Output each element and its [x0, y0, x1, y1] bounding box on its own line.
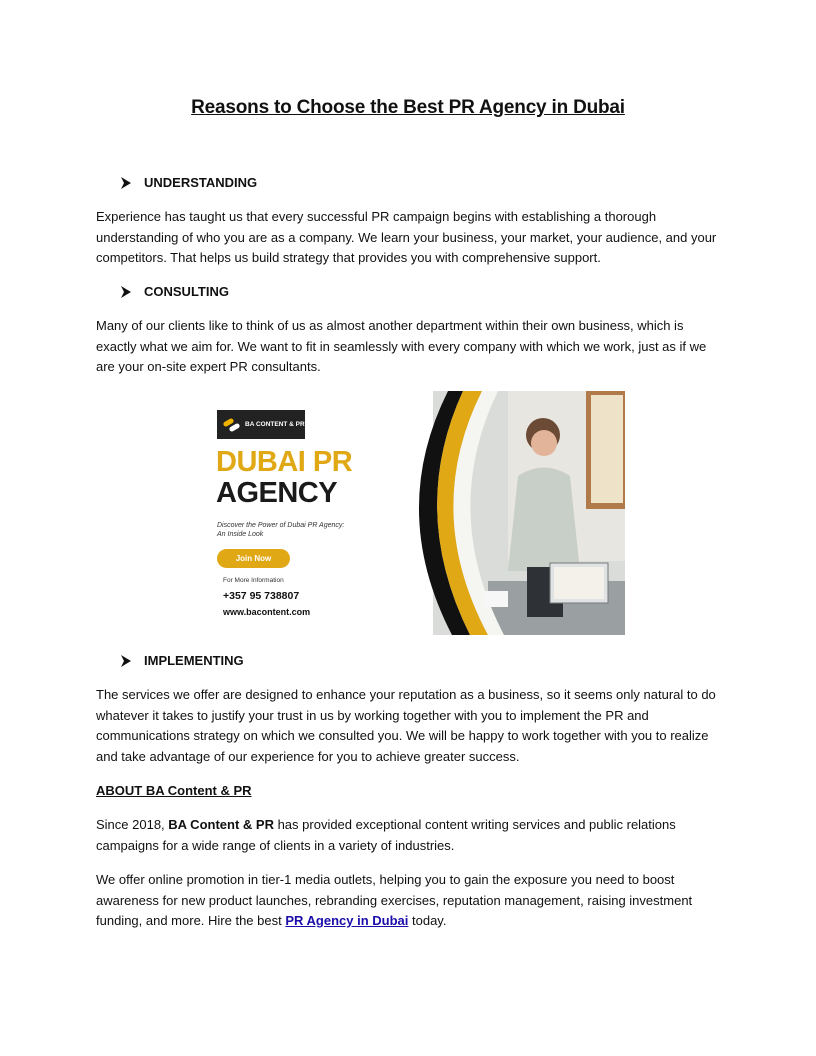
section-heading-consulting — [120, 284, 229, 299]
section-heading-label: CONSULTING — [144, 284, 229, 299]
pr-agency-dubai-link[interactable]: PR Agency in Dubai — [285, 913, 409, 928]
section-heading-understanding — [120, 175, 257, 190]
section-heading-implementing — [120, 653, 244, 668]
about-p1-company: BA Content & PR — [168, 817, 274, 832]
about-paragraph-1 — [96, 815, 720, 856]
about-p1-post: has provided exceptional content writing services and public relations campaigns for a wide range of clients in a variety of industries. — [96, 817, 676, 853]
about-p2-pre: We offer online promotion in tier-1 media outlets, helping you to gain the exposure you need to boost awareness for new product launches, rebranding exercises, reputation management, raising investment funding, and more. Hire the best — [96, 872, 693, 928]
section-heading-label: IMPLEMENTING — [144, 653, 244, 668]
brand-logo — [217, 410, 305, 439]
page-title: Reasons to Choose the Best PR Agency in Dubai — [191, 97, 625, 118]
promo-phone: +357 95 738807 — [223, 590, 300, 602]
promo-website: www.bacontent.com — [223, 607, 311, 617]
promo-info-label: For More Information — [223, 577, 284, 584]
section-paragraph: Experience has taught us that every successful PR campaign begins with establishing a thorough understanding of who you are as a company. We learn your business, your market, your audience, and your competitors. That helps us build strategy that provides you with comprehensive support. — [96, 209, 717, 265]
brand-logo-text: BA CONTENT & PR — [245, 421, 305, 428]
about-p1-pre: Since 2018, — [96, 817, 169, 832]
section-paragraph: Many of our clients like to think of us as almost another department within their own business, which is exactly what we aim for. We want to fit in seamlessly with every company with which we work, just as if we are your on-site expert PR consultants. — [96, 318, 707, 374]
section-heading-label: UNDERSTANDING — [144, 175, 258, 190]
about-paragraph-2 — [96, 870, 720, 932]
section-paragraph: The services we offer are designed to enhance your reputation as a business, so it seems only natural to do whatever it takes to justify your trust in us by working together with you to implement the PR and communications strategy on which we consulted you. We will be happy to work together with you to realize and take advantage of our experience for you to achieve greater success. — [96, 687, 716, 764]
promo-tagline: Discover the Power of Dubai PR Agency: An Inside Look — [217, 522, 345, 538]
promo-headline-secondary: AGENCY — [216, 477, 338, 509]
arrow-bullet-icon — [120, 176, 132, 190]
brand-logo-icon — [223, 419, 241, 431]
promo-image — [208, 391, 625, 635]
promo-headline-primary: DUBAI PR — [216, 446, 353, 478]
arrow-bullet-icon — [120, 285, 132, 299]
join-now-button[interactable]: Join Now — [217, 549, 290, 568]
about-p2-post: today. — [408, 913, 447, 928]
about-heading: ABOUT BA Content & PR — [96, 783, 252, 798]
arrow-bullet-icon — [120, 654, 132, 668]
